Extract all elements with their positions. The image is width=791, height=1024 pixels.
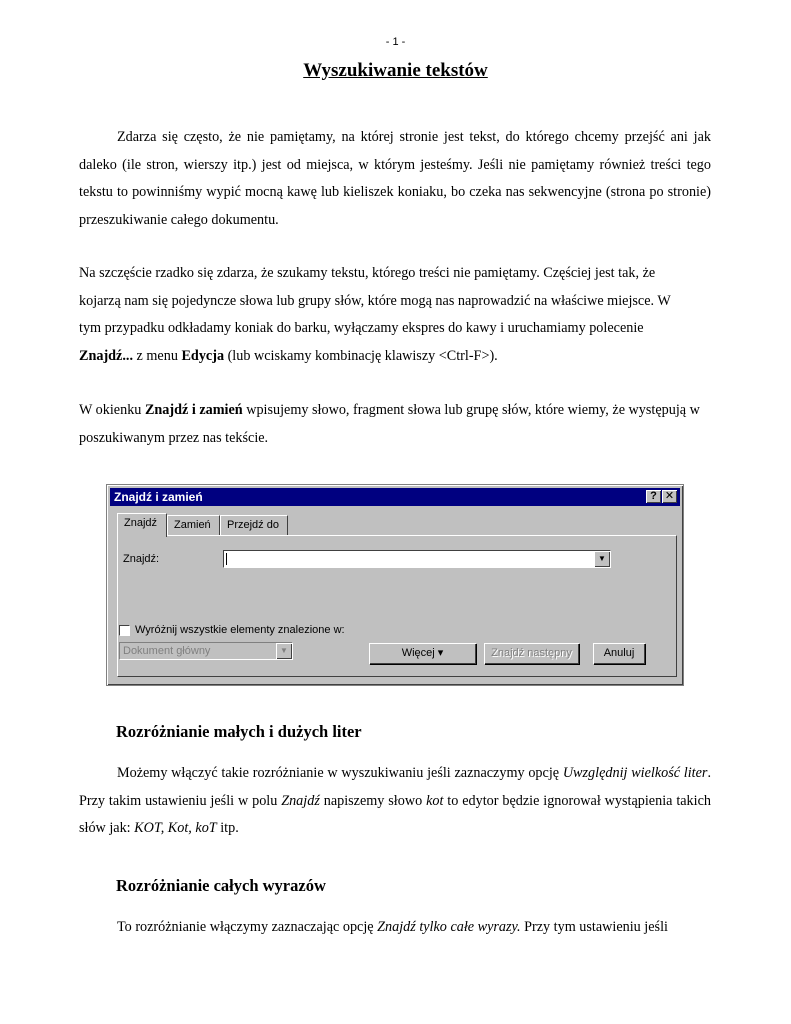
chevron-down-icon[interactable]: ▼ bbox=[594, 551, 610, 567]
more-button[interactable]: Więcej ▾ bbox=[369, 643, 476, 664]
paragraph-case bbox=[79, 760, 711, 843]
case-t1: Możemy włączyć takie rozróżnianie w wyszukiwaniu jeśli zaznaczymy opcję bbox=[117, 765, 563, 781]
words-t2: Przy tym ustawieniu jeśli bbox=[520, 919, 668, 935]
case-i1: Uwzględnij wielkość liter bbox=[562, 765, 708, 781]
case-t3: napiszemy słowo bbox=[319, 792, 427, 809]
page-number: - 1 - bbox=[385, 36, 406, 48]
p2-end: (lub wciskamy kombinację klawiszy <Ctrl-F>). bbox=[224, 347, 498, 364]
case-i2: Znajdź bbox=[281, 792, 320, 809]
dialog-title: Znajdź i zamień bbox=[114, 490, 203, 504]
page-title: Wyszukiwanie tekstów bbox=[303, 60, 488, 81]
find-next-button[interactable]: Znajdź następny bbox=[484, 643, 579, 664]
words-i1: Znajdź tylko całe wyrazy. bbox=[377, 919, 521, 935]
highlight-label: Wyróżnij wszystkie elementy znalezione w: bbox=[135, 624, 345, 636]
p3-end: wpisujemy słowo, fragment słowa lub grupę słów, które wiemy, że występują w poszukiwanym przez nas tekście. bbox=[79, 402, 700, 446]
p2-mid: z menu bbox=[133, 347, 182, 364]
find-replace-dialog bbox=[106, 484, 684, 686]
paragraph-words bbox=[79, 914, 711, 942]
tab-find[interactable]: Znajdź bbox=[117, 513, 167, 537]
case-i4: KOT, Kot, koT bbox=[134, 820, 217, 837]
case-i3: kot bbox=[426, 792, 444, 809]
highlight-scope-value: Dokument główny bbox=[123, 645, 211, 657]
p2-bold-find: Znajdź... bbox=[79, 347, 133, 364]
paragraph-dialog-intro bbox=[79, 397, 709, 452]
case-t5: itp. bbox=[216, 820, 239, 837]
paragraph-find-command bbox=[79, 260, 679, 370]
words-t1: To rozróżnianie włączymy zaznaczając opcję bbox=[117, 919, 378, 935]
find-label: Znajdź: bbox=[123, 553, 160, 565]
highlight-scope-select[interactable] bbox=[119, 642, 293, 660]
chevron-down-icon[interactable]: ▼ bbox=[276, 643, 292, 659]
dialog-titlebar bbox=[110, 488, 680, 506]
tab-goto[interactable]: Przejdź do bbox=[220, 515, 288, 535]
case-t2: . Przy takim ustawieniu jeśli w polu bbox=[79, 765, 711, 809]
find-input[interactable] bbox=[223, 550, 611, 568]
help-icon[interactable]: ? bbox=[646, 490, 661, 503]
case-t4: to edytor będzie ignorował wystąpienia takich słów jak: bbox=[79, 792, 711, 837]
p3-start: W okienku bbox=[79, 402, 145, 418]
cancel-button[interactable]: Anuluj bbox=[593, 643, 645, 664]
text-caret bbox=[226, 553, 227, 565]
close-icon[interactable]: ✕ bbox=[662, 490, 677, 503]
highlight-checkbox[interactable] bbox=[119, 625, 130, 636]
p2-bold-edit: Edycja bbox=[181, 347, 225, 364]
p2-text: Na szczęście rzadko się zdarza, że szukamy tekstu, którego treści nie pamiętamy. Częściej jest tak, że kojarzą nam się pojedyncze słowa lub grupy słów, które mogą nas naprowadzić na właściwe miejsce. W tym przypadku odkładamy koniak do barku, wyłączamy ekspres do kawy i uruchamiamy polecenie bbox=[79, 265, 671, 337]
section-heading-words: Rozróżnianie całych wyrazów bbox=[116, 876, 326, 895]
section-heading-case: Rozróżnianie małych i dużych liter bbox=[116, 722, 362, 741]
p3-bold: Znajdź i zamień bbox=[144, 402, 243, 418]
tab-replace[interactable]: Zamień bbox=[167, 515, 220, 535]
paragraph-intro: Zdarza się często, że nie pamiętamy, na której stronie jest tekst, do którego chcemy przejść ani jak daleko (ile stron, wierszy itp.) jest od miejsca, w którym jesteśmy. Jeśli nie pamiętamy również treści tego tekstu to powinniśmy wypić mocną kawę lub kieliszek koniaku, bo czeka nas sekwencyjne (strona po stronie) przeszukiwanie całego dokumentu. bbox=[79, 129, 711, 228]
